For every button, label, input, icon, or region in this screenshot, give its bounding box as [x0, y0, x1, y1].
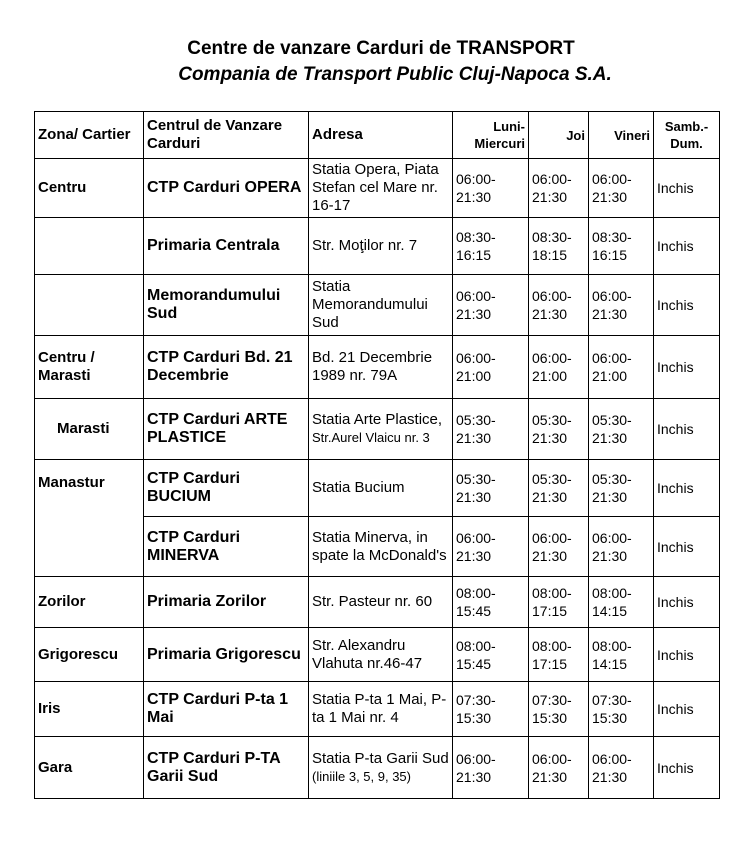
column-header-zone: Zona/ Cartier — [35, 112, 144, 159]
hours-fri-cell: 05:30-21:30 — [589, 460, 654, 517]
table-header-row — [35, 112, 720, 159]
hours-fri-cell: 06:00-21:30 — [589, 737, 654, 799]
hours-fri-cell: 06:00-21:30 — [589, 275, 654, 336]
table-row — [35, 275, 720, 336]
table-row — [35, 517, 720, 577]
address-text: Statia Memorandumului Sud — [312, 278, 428, 331]
center-name-cell: CTP Carduri BUCIUM — [144, 460, 309, 517]
hours-fri-cell: 06:00-21:00 — [589, 336, 654, 399]
column-header-weekend: Samb.-Dum. — [654, 112, 720, 159]
hours-weekend-cell: Inchis — [654, 336, 720, 399]
hours-weekend-cell: Inchis — [654, 399, 720, 460]
table-row — [35, 336, 720, 399]
page-title: Centre de vanzare Carduri de TRANSPORT — [187, 38, 575, 59]
hours-mon-wed-cell: 06:00-21:30 — [453, 737, 529, 799]
zone-cell: Iris — [35, 682, 144, 737]
address-text: Str. Alexandru Vlahuta nr.46-47 — [312, 636, 423, 672]
zone-cell: Zorilor — [35, 577, 144, 628]
center-name-cell: CTP Carduri Bd. 21 Decembrie — [144, 336, 309, 399]
table-row — [35, 628, 720, 682]
address-cell — [309, 517, 453, 577]
table-row — [35, 159, 720, 218]
center-name-cell: Memorandumului Sud — [144, 275, 309, 336]
hours-thu-cell: 08:00-17:15 — [529, 577, 589, 628]
address-cell — [309, 399, 453, 460]
zone-cell: Grigorescu — [35, 628, 144, 682]
address-text: Statia Opera, Piata Stefan cel Mare nr. 16-17 — [312, 161, 439, 214]
hours-mon-wed-cell: 08:00-15:45 — [453, 628, 529, 682]
hours-weekend-cell: Inchis — [654, 737, 720, 799]
center-name-cell: Primaria Centrala — [144, 218, 309, 275]
address-text: Statia Minerva, in spate la McDonald's — [312, 528, 447, 564]
hours-thu-cell: 06:00-21:30 — [529, 275, 589, 336]
center-name-cell: CTP Carduri P-ta 1 Mai — [144, 682, 309, 737]
hours-fri-cell: 08:00-14:15 — [589, 577, 654, 628]
hours-fri-cell: 05:30-21:30 — [589, 399, 654, 460]
table-row — [35, 218, 720, 275]
zone-cell: Manastur — [35, 460, 144, 517]
hours-fri-cell: 08:00-14:15 — [589, 628, 654, 682]
column-header-fri: Vineri — [589, 112, 654, 159]
address-text: Statia P-ta Garii Sud — [312, 749, 449, 767]
address-note: (liniile 3, 5, 9, 35) — [312, 768, 411, 784]
table-row — [35, 682, 720, 737]
hours-thu-cell: 06:00-21:00 — [529, 336, 589, 399]
hours-mon-wed-cell: 08:30-16:15 — [453, 218, 529, 275]
hours-thu-cell: 06:00-21:30 — [529, 737, 589, 799]
hours-thu-cell: 06:00-21:30 — [529, 159, 589, 218]
zone-cell: Centru — [35, 159, 144, 218]
hours-weekend-cell: Inchis — [654, 460, 720, 517]
hours-mon-wed-cell: 05:30-21:30 — [453, 460, 529, 517]
address-text: Statia Arte Plastice, — [312, 411, 443, 428]
zone-cell: Gara — [35, 737, 144, 799]
hours-thu-cell: 05:30-21:30 — [529, 460, 589, 517]
address-cell — [309, 336, 453, 399]
hours-mon-wed-cell: 05:30-21:30 — [453, 399, 529, 460]
column-header-mon-wed: Luni-Miercuri — [453, 112, 529, 159]
table-row — [35, 577, 720, 628]
hours-weekend-cell: Inchis — [654, 682, 720, 737]
hours-mon-wed-cell: 06:00-21:00 — [453, 336, 529, 399]
hours-mon-wed-cell: 06:00-21:30 — [453, 275, 529, 336]
zone-cell — [35, 275, 144, 336]
center-name-cell: CTP Carduri ARTE PLASTICE — [144, 399, 309, 460]
hours-fri-cell: 06:00-21:30 — [589, 159, 654, 218]
table-row — [35, 460, 720, 517]
hours-weekend-cell: Inchis — [654, 275, 720, 336]
address-cell — [309, 628, 453, 682]
hours-mon-wed-cell: 06:00-21:30 — [453, 517, 529, 577]
hours-thu-cell: 08:00-17:15 — [529, 628, 589, 682]
address-cell — [309, 460, 453, 517]
address-text: Statia P-ta 1 Mai, P-ta 1 Mai nr. 4 — [312, 691, 447, 726]
address-cell — [309, 577, 453, 628]
address-note: Str.Aurel Vlaicu nr. 3 — [312, 430, 430, 445]
column-header-center: Centrul de Vanzare Carduri — [144, 112, 309, 159]
hours-fri-cell: 06:00-21:30 — [589, 517, 654, 577]
column-header-address: Adresa — [309, 112, 453, 159]
hours-mon-wed-cell: 07:30-15:30 — [453, 682, 529, 737]
zone-cell — [35, 218, 144, 275]
center-name-cell: CTP Carduri MINERVA — [144, 517, 309, 577]
address-cell — [309, 275, 453, 336]
center-name-cell: Primaria Zorilor — [144, 577, 309, 628]
zone-cell: Centru / Marasti — [35, 336, 144, 399]
hours-weekend-cell: Inchis — [654, 628, 720, 682]
hours-thu-cell: 07:30-15:30 — [529, 682, 589, 737]
address-text: Statia Bucium — [312, 479, 405, 496]
address-text: Bd. 21 Decembrie 1989 nr. 79A — [312, 349, 433, 384]
address-cell — [309, 737, 453, 799]
hours-fri-cell: 08:30-16:15 — [589, 218, 654, 275]
hours-weekend-cell: Inchis — [654, 159, 720, 218]
address-text: Str. Pasteur nr. 60 — [312, 593, 433, 610]
hours-thu-cell: 06:00-21:30 — [529, 517, 589, 577]
address-cell — [309, 159, 453, 218]
page-subtitle: Compania de Transport Public Cluj-Napoca S.A. — [178, 64, 612, 85]
hours-mon-wed-cell: 08:00-15:45 — [453, 577, 529, 628]
table-row — [35, 737, 720, 799]
center-name-cell: Primaria Grigorescu — [144, 628, 309, 682]
hours-fri-cell: 07:30-15:30 — [589, 682, 654, 737]
address-cell — [309, 218, 453, 275]
hours-mon-wed-cell: 06:00-21:30 — [453, 159, 529, 218]
center-name-cell: CTP Carduri OPERA — [144, 159, 309, 218]
address-text: Str. Moţilor nr. 7 — [312, 237, 418, 254]
hours-weekend-cell: Inchis — [654, 577, 720, 628]
hours-thu-cell: 05:30-21:30 — [529, 399, 589, 460]
address-cell — [309, 682, 453, 737]
table-row — [35, 399, 720, 460]
sales-centers-table — [34, 111, 720, 799]
hours-weekend-cell: Inchis — [654, 517, 720, 577]
zone-cell: Marasti — [35, 399, 144, 460]
hours-thu-cell: 08:30-18:15 — [529, 218, 589, 275]
hours-weekend-cell: Inchis — [654, 218, 720, 275]
center-name-cell: CTP Carduri P-TA Garii Sud — [144, 737, 309, 799]
column-header-thu: Joi — [529, 112, 589, 159]
zone-cell — [35, 517, 144, 577]
